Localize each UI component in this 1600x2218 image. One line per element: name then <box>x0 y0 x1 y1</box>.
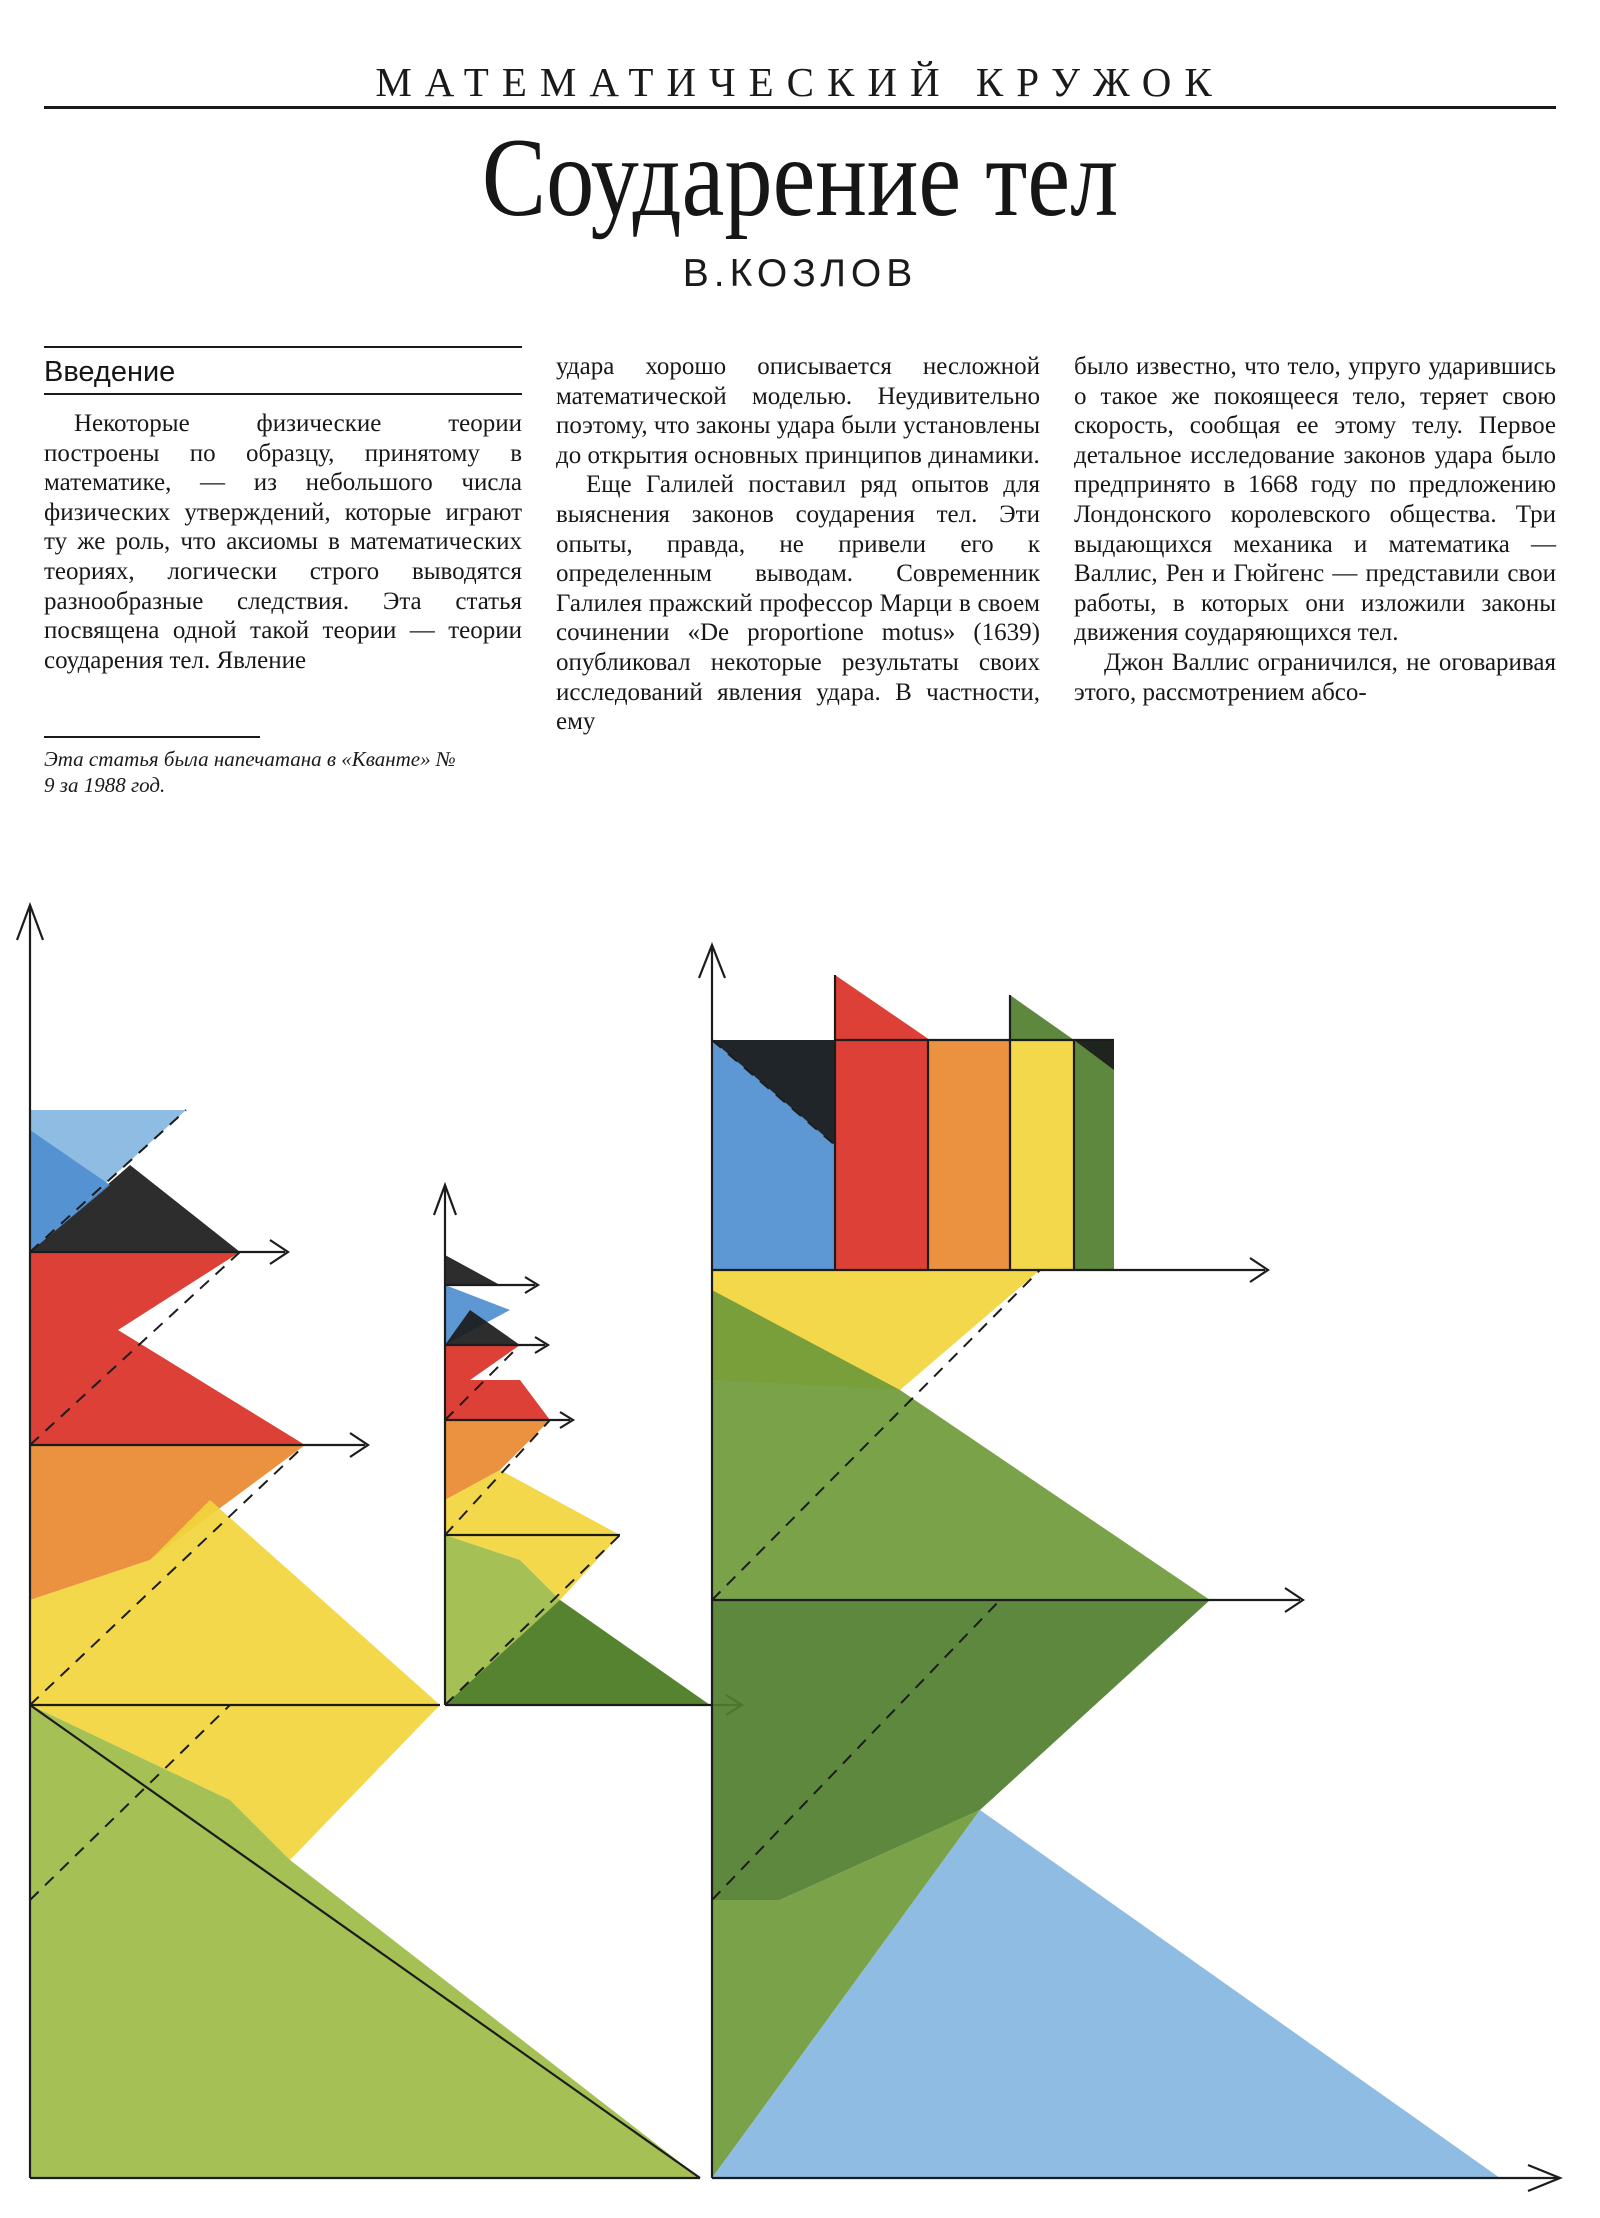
collision-diagram <box>0 880 1600 2218</box>
section-rubric: МАТЕМАТИЧЕСКИЙ КРУЖОК <box>375 59 1225 105</box>
rubric-rule <box>44 106 1556 109</box>
footnote: Эта статья была напечатана в «Кванте» № 9 за 1988 год. <box>44 747 456 797</box>
black-triangle <box>445 1255 500 1285</box>
paragraph: удара хорошо описывается несложной математической моделью. Неудивительно поэтому, что законы удара были установлены до открытия основных принципов динамики. <box>556 353 1040 469</box>
red-triangle <box>445 1345 520 1380</box>
text-column-1 <box>44 346 522 675</box>
orange-block <box>928 1040 1010 1270</box>
article-author: В.КОЗЛОВ <box>682 252 918 295</box>
footnote-rule <box>44 736 260 738</box>
red-flag <box>835 975 930 1040</box>
red-triangle <box>30 1252 240 1330</box>
paragraph: Джон Валлис ограничился, не оговаривая этого, рассмотрением абсо- <box>1074 648 1556 706</box>
text-column-3 <box>1074 352 1556 707</box>
section-heading: Введение <box>44 354 522 395</box>
paragraph: Некоторые физические теории построены по образцу, принятому в математике, — из небольшого числа физических утверждений, которые играют ту же роль, что аксиомы в математических теориях, логически строго выводятся разнообразные следствия. Эта статья посвящена одной такой теории — теории соударения тел. Явление <box>44 410 522 674</box>
green-block <box>1074 1040 1114 1270</box>
right-diagram <box>699 945 1560 2191</box>
red-triangle <box>30 1330 305 1445</box>
green-flag <box>1010 995 1074 1040</box>
red-triangle <box>445 1380 550 1420</box>
paragraph: Еще Галилей поставил ряд опытов для выяснения законов соударения тел. Эти опыты, правда, не привели его к определенным выводам. Современник Галилея пражский профессор Марци в своем сочинении «De proportione motus» (1639) опубликовал некоторые результаты своих исследований явления удара. В частности, ему <box>556 471 1040 736</box>
paragraph: было известно, что тело, упруго ударившись о такое же покоящееся тело, теряет свою скорость, сообщая ее этому телу. Первое детальное исследование законов удара было предпринято в 1668 году по предложению Лондонского королевского общества. Три выдающихся механика и математика — Валлис, Рен и Гюйгенс — представили свои работы, в которых они изложили законы движения соударяющихся тел. <box>1074 353 1556 647</box>
text-column-2 <box>556 352 1040 737</box>
article-title: Соударение тел <box>481 116 1119 240</box>
section-rule <box>44 346 522 348</box>
red-block <box>835 1040 928 1270</box>
middle-diagram <box>434 1185 742 1715</box>
yellow-block <box>1010 1040 1074 1270</box>
